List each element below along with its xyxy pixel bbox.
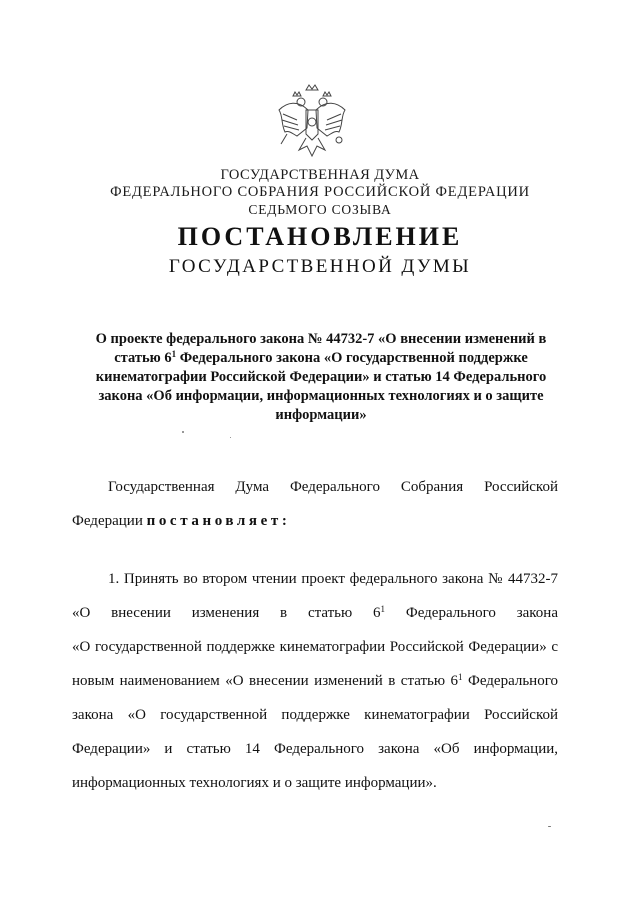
- subject-part2: Федерального закона «О государственной поддержке кинематографии Российской Федерации» и статью 14 Федерального закона «Об информации, информационных технологиях и о защите информации»: [95, 350, 547, 423]
- preamble-line2: [72, 504, 558, 538]
- scan-speck: [548, 826, 551, 827]
- item1-line2-pre: «О внесении изменения в статью 6: [72, 605, 381, 621]
- item1-line2: [72, 596, 558, 630]
- preamble-prefix: Федерации: [72, 513, 147, 529]
- item1-line4: [72, 664, 558, 698]
- item1-line3: «О государственной поддержке кинематографии Российской Федерации» с: [72, 639, 558, 655]
- subject-part1: О проекте федерального закона № 44732-7 «О внесении изменений в статью 6: [95, 331, 547, 366]
- item1-line2-sup: 1: [380, 604, 386, 614]
- russian-coat-of-arms-icon: [273, 80, 351, 166]
- convocation-line: СЕДЬМОГО СОЗЫВА: [248, 202, 392, 217]
- item1-line2-post: Федерального закона: [385, 605, 558, 621]
- document-title: ПОСТАНОВЛЕНИЕ: [177, 222, 463, 251]
- subject-superscript: 1: [171, 349, 177, 359]
- scan-speck: [230, 437, 231, 438]
- preamble-verb: постановляет:: [146, 513, 291, 529]
- item1-line1: 1. Принять во втором чтении проект федерального закона № 44732-7: [108, 571, 558, 587]
- item1-line5: закона «О государственной поддержке кинематографии Российской: [72, 707, 558, 723]
- org-name-line1: ГОСУДАРСТВЕННАЯ ДУМА: [220, 167, 420, 183]
- preamble-line1: Государственная Дума Федерального Собрания Российской: [108, 479, 558, 495]
- item-1-paragraph: [72, 562, 558, 800]
- document-subtitle: ГОСУДАРСТВЕННОЙ ДУМЫ: [168, 256, 472, 277]
- resolution-subject: [80, 330, 562, 425]
- preamble: [72, 470, 558, 538]
- item1-line4-pre: новым наименованием «О внесении изменений в статью 6: [72, 673, 459, 689]
- item1-line4-sup: 1: [458, 672, 463, 682]
- item1-line6: Федерации» и статью 14 Федерального закона «Об информации,: [72, 741, 558, 757]
- item1-line7: информационных технологиях и о защите информации».: [72, 775, 437, 791]
- org-name-line2: ФЕДЕРАЛЬНОГО СОБРАНИЯ РОССИЙСКОЙ ФЕДЕРАЦИИ: [110, 184, 530, 200]
- scan-speck: [182, 431, 184, 433]
- item1-line4-post: Федерального: [462, 673, 558, 689]
